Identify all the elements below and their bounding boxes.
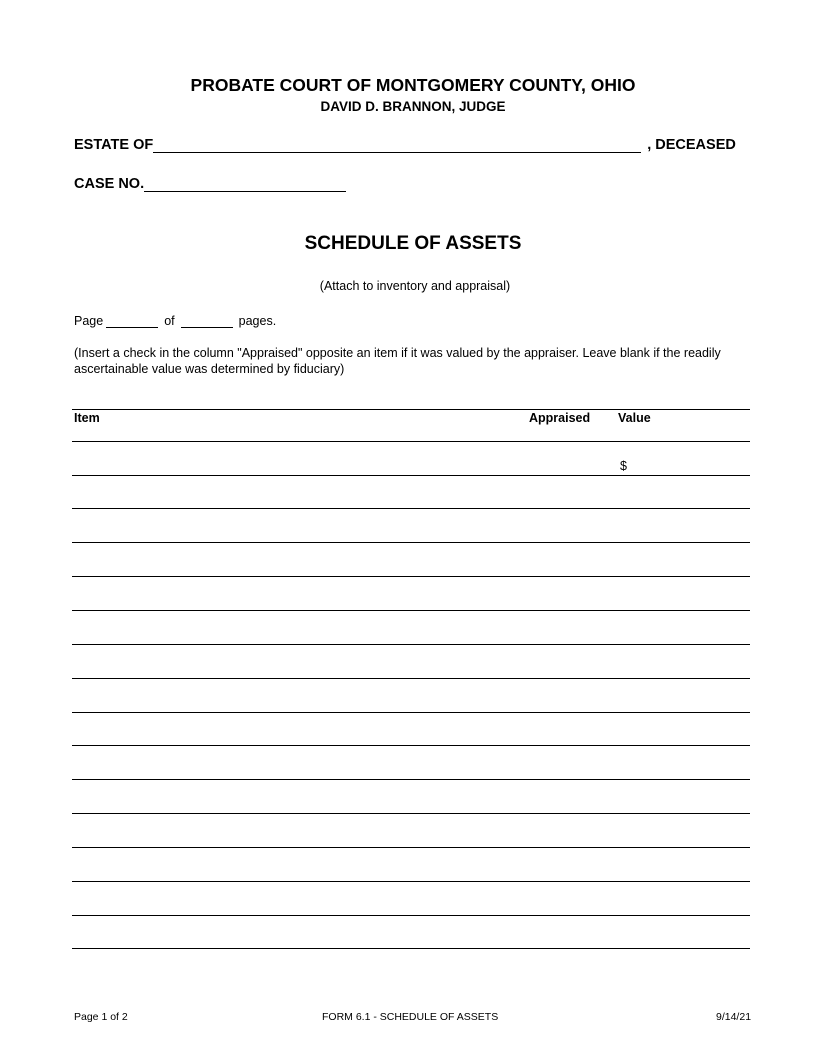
form-title: SCHEDULE OF ASSETS	[304, 233, 522, 254]
table-row[interactable]	[72, 644, 750, 645]
footer-revision-date: 9/14/21	[716, 1011, 752, 1023]
footer-page-number: Page 1 of 2	[74, 1011, 128, 1023]
form-subtitle: (Attach to inventory and appraisal)	[319, 279, 511, 293]
currency-symbol: $	[620, 459, 627, 473]
estate-field-row	[74, 137, 736, 153]
total-pages-input[interactable]	[181, 315, 233, 328]
table-row[interactable]	[72, 847, 750, 848]
item-column-header: Item	[74, 411, 100, 425]
estate-label: ESTATE OF	[74, 137, 154, 153]
of-label: of	[164, 314, 175, 328]
footer-form-name: FORM 6.1 - SCHEDULE OF ASSETS	[322, 1011, 499, 1023]
case-number-input[interactable]	[144, 177, 346, 192]
value-column-header: Value	[618, 411, 651, 425]
table-row[interactable]	[72, 678, 750, 679]
table-row[interactable]	[72, 915, 750, 916]
table-row[interactable]	[72, 779, 750, 780]
table-row[interactable]	[72, 948, 750, 949]
appraised-column-header: Appraised	[529, 411, 591, 425]
pages-label: pages.	[238, 314, 277, 328]
court-title: PROBATE COURT OF MONTGOMERY COUNTY, OHIO	[190, 75, 636, 95]
table-row[interactable]	[72, 542, 750, 543]
page-number-input[interactable]	[106, 315, 158, 328]
estate-name-input[interactable]	[153, 138, 641, 153]
table-row[interactable]	[72, 576, 750, 577]
header-bottom-rule	[72, 441, 750, 442]
table-row[interactable]	[72, 475, 750, 476]
table-row[interactable]	[72, 508, 750, 509]
page-label: Page	[74, 314, 104, 328]
instructions: (Insert a check in the column "Appraised" opposite an item if it was valued by the appraiser. Leave blank if the readily ascertainable value was determined by fiduciary)	[74, 346, 721, 376]
table-row[interactable]	[72, 745, 750, 746]
table-row[interactable]	[72, 712, 750, 713]
table-row[interactable]	[72, 813, 750, 814]
deceased-label: , DECEASED	[647, 137, 736, 153]
case-label: CASE NO.	[74, 176, 145, 192]
table-row[interactable]	[72, 610, 750, 611]
table-top-rule	[72, 409, 750, 410]
table-row[interactable]	[72, 881, 750, 882]
page-count-row	[74, 314, 276, 328]
judge-name: DAVID D. BRANNON, JUDGE	[320, 99, 506, 114]
case-field-row	[74, 176, 346, 192]
